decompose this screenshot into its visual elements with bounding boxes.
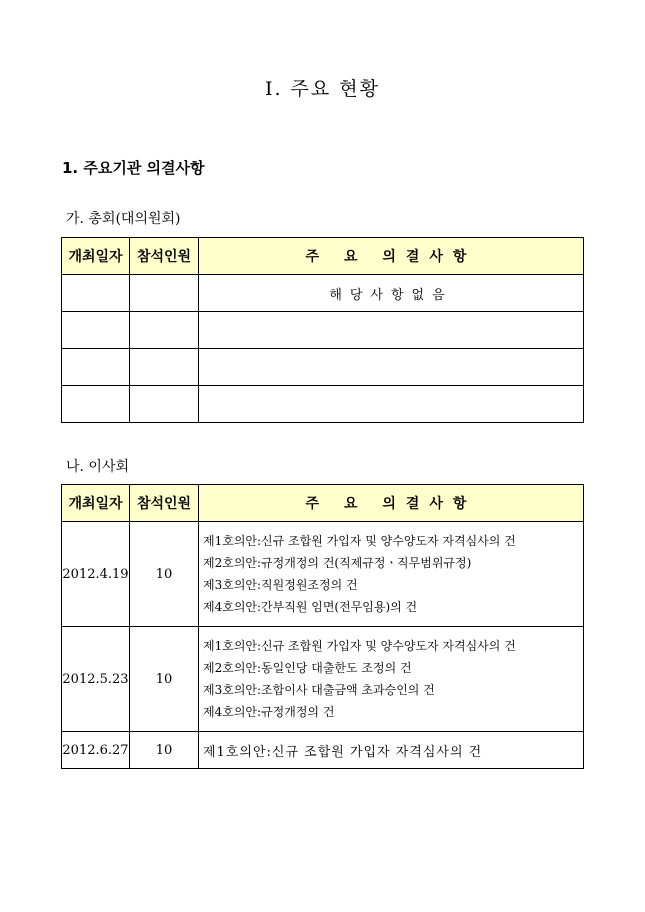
cell-resolution [199,312,584,349]
header-attendees: 참석인원 [130,485,199,522]
cell-attendees [130,349,199,386]
resolution-item: 제4호의안:규정개정의 건 [203,705,335,719]
table-row [62,275,584,312]
resolution-item: 제4호의안:간부직원 임면(전무임용)의 건 [203,600,418,614]
resolution-item: 제2호의안:규정개정의 건(직제규정ㆍ직무범위규정) [203,556,472,570]
table-row [62,732,584,769]
cell-resolution [199,349,584,386]
page-title: Ⅰ. 주요 현황 [264,78,381,100]
header-date: 개최일자 [62,238,130,275]
resolution-item: 제2호의안:동일인당 대출한도 조정의 건 [203,661,412,675]
general-meeting-label: 가. 총회(대의원회) [66,211,181,227]
cell-date: 2012.6.27 [62,732,130,769]
cell-resolutions [199,627,584,732]
table-row [62,349,584,386]
table-row [62,627,584,732]
table-row [62,522,584,627]
cell-date [62,312,130,349]
board-meeting-label: 나. 이사회 [66,459,129,475]
table-row [62,312,584,349]
resolution-item: 제3호의안:조합이사 대출금액 초과승인의 건 [203,683,435,697]
cell-attendees: 10 [130,732,199,769]
cell-attendees [130,312,199,349]
resolution-item: 제1호의안:신규 조합원 가입자 및 양수양도자 자격심사의 건 [203,534,516,548]
board-meeting-table [61,484,584,769]
cell-resolution [199,386,584,423]
cell-attendees [130,386,199,423]
table-header-row [62,238,584,275]
header-resolutions: 주 요 의결사항 [199,485,584,522]
cell-resolution: 해당사항없음 [199,275,584,312]
section-heading: 1. 주요기관 의결사항 [62,159,205,177]
table-header-row [62,485,584,522]
cell-date: 2012.5.23 [62,627,130,732]
cell-date: 2012.4.19 [62,522,130,627]
header-date: 개최일자 [62,485,130,522]
cell-resolution: 제1호의안:신규 조합원 가입자 자격심사의 건 [199,732,584,769]
cell-date [62,386,130,423]
cell-attendees: 10 [130,522,199,627]
cell-attendees: 10 [130,627,199,732]
header-resolutions: 주 요 의결사항 [199,238,584,275]
general-meeting-table [61,237,584,423]
cell-date [62,349,130,386]
table-row [62,386,584,423]
resolution-item: 제1호의안:신규 조합원 가입자 및 양수양도자 자격심사의 건 [203,639,516,653]
header-attendees: 참석인원 [130,238,199,275]
cell-date [62,275,130,312]
resolution-item: 제3호의안:직원정원조정의 건 [203,578,358,592]
cell-resolutions [199,522,584,627]
cell-attendees [130,275,199,312]
